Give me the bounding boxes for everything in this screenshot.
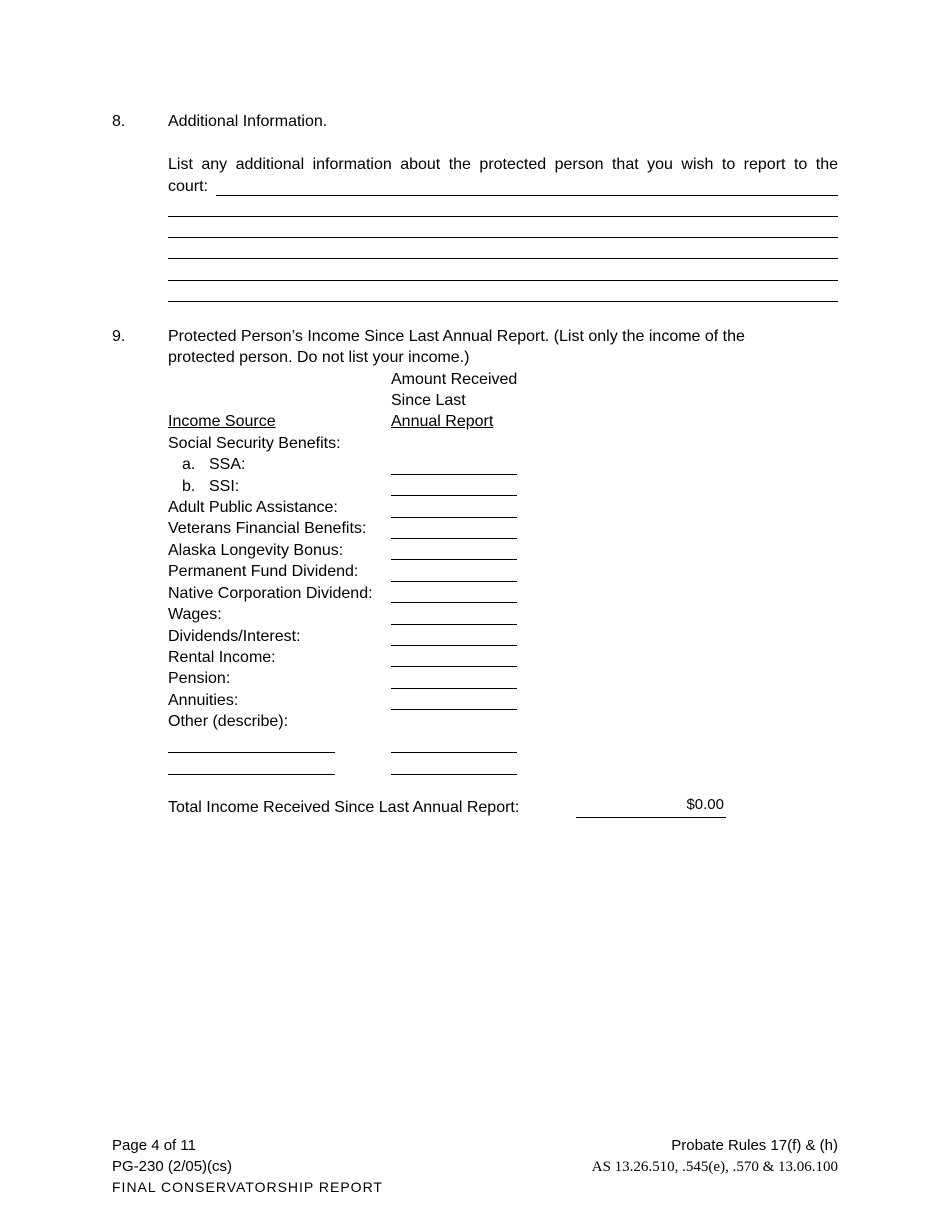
income-row-label: Adult Public Assistance: [168, 499, 338, 516]
additional-info-field-4[interactable] [168, 240, 838, 259]
amount-header-line-2: Since Last [391, 392, 466, 409]
permanent-fund-dividend-amount-field[interactable] [391, 563, 517, 582]
ssi-label: SSI: [209, 478, 240, 495]
other-source-field-2[interactable] [168, 756, 335, 775]
income-row-label: Permanent Fund Dividend: [168, 563, 359, 580]
wages-amount-field[interactable] [391, 606, 517, 625]
annuities-amount-field[interactable] [391, 691, 517, 710]
other-amount-field-1[interactable] [391, 734, 517, 753]
additional-info-field-5[interactable] [168, 262, 838, 281]
income-row-label: Native Corporation Dividend: [168, 585, 373, 602]
amount-header-line-1: Amount Received [391, 371, 518, 388]
ssa-label: SSA: [209, 456, 246, 473]
amount-header-line-3: Annual Report [391, 413, 494, 430]
footer-form-title: FINAL CONSERVATORSHIP REPORT [112, 1179, 383, 1195]
social-security-label: Social Security Benefits: [168, 435, 341, 452]
section-8-instruction-court: court: [168, 178, 209, 195]
ssa-amount-field[interactable] [391, 456, 517, 475]
total-income-field[interactable] [576, 796, 726, 818]
adult-public-assistance-amount-field[interactable] [391, 499, 517, 518]
other-source-field-1[interactable] [168, 734, 335, 753]
income-row-label: Pension: [168, 670, 231, 687]
other-amount-field-2[interactable] [391, 756, 517, 775]
additional-info-field-3[interactable] [168, 219, 838, 238]
dividends-interest-amount-field[interactable] [391, 627, 517, 646]
section-9-number: 9. [112, 328, 126, 345]
section-9-heading-cont: protected person. Do not list your income.) [168, 349, 470, 366]
native-corporation-dividend-amount-field[interactable] [391, 584, 517, 603]
ssi-letter: b. [182, 478, 196, 495]
total-income-label: Total Income Received Since Last Annual Report: [168, 799, 520, 816]
footer-form-id: PG-230 (2/05)(cs) [112, 1158, 233, 1175]
income-source-header: Income Source [168, 413, 276, 430]
income-row-label: Annuities: [168, 692, 239, 709]
income-row-label: Rental Income: [168, 649, 276, 666]
additional-info-field-1[interactable] [216, 177, 838, 196]
income-row-label: Dividends/Interest: [168, 628, 301, 645]
income-row-label: Veterans Financial Benefits: [168, 520, 367, 537]
section-8-instruction: List any additional information about the protected person that you wish to report to the [168, 156, 838, 173]
ssi-amount-field[interactable] [391, 477, 517, 496]
footer-statutes: AS 13.26.510, .545(e), .570 & 13.06.100 [591, 1159, 838, 1175]
rental-income-amount-field[interactable] [391, 648, 517, 667]
longevity-bonus-amount-field[interactable] [391, 541, 517, 560]
other-describe-label: Other (describe): [168, 713, 289, 730]
veterans-benefits-amount-field[interactable] [391, 520, 517, 539]
footer-probate-rules: Probate Rules 17(f) & (h) [671, 1137, 838, 1154]
footer-page-number: Page 4 of 11 [112, 1137, 196, 1154]
section-8-heading: Additional Information. [168, 113, 328, 130]
income-row-label: Alaska Longevity Bonus: [168, 542, 344, 559]
section-9-heading: Protected Person’s Income Since Last Annual Report. (List only the income of the [168, 328, 745, 345]
ssa-letter: a. [182, 456, 196, 473]
income-row-label: Wages: [168, 606, 222, 623]
pension-amount-field[interactable] [391, 670, 517, 689]
additional-info-field-6[interactable] [168, 283, 838, 302]
additional-info-field-2[interactable] [168, 198, 838, 217]
total-income-value: $0.00 [686, 796, 724, 813]
section-8-number: 8. [112, 113, 126, 130]
